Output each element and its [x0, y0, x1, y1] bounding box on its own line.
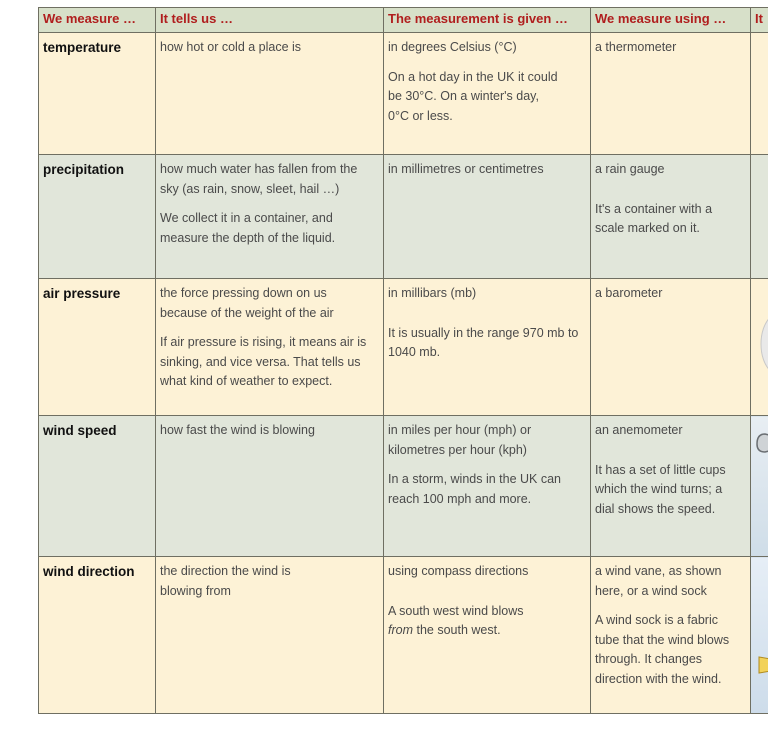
cell-text: If air pressure is rising, it means air is sinking, and vice versa. That tells us what kind of weather to expect.	[160, 335, 367, 388]
table-row-air-pressure	[39, 279, 768, 416]
cell-text: how fast the wind is blowing	[160, 423, 315, 437]
using-cell	[591, 155, 751, 279]
cell-text: We collect it in a container, and measure the depth of the liquid.	[160, 211, 336, 245]
table-row-precipitation	[39, 155, 768, 279]
cell-text: It has a set of little cups which the wind turns; a dial shows the speed.	[595, 462, 726, 516]
header-it-tells-us: It tells us …	[156, 8, 384, 33]
picture-cell	[751, 33, 768, 155]
picture-cell	[751, 416, 768, 557]
cell-text: a wind vane, as shown here, or a wind sock	[595, 564, 722, 598]
measure-cell: wind direction	[39, 557, 156, 714]
tells-cell	[156, 33, 384, 155]
weather-measurement-table	[38, 7, 768, 714]
tells-cell	[156, 155, 384, 279]
measure-cell: wind speed	[39, 416, 156, 557]
cell-text: In a storm, winds in the UK can reach 100 mph and more.	[388, 472, 561, 506]
given-cell	[384, 279, 591, 416]
cell-text: A wind sock is a fabric tube that the wind blows through. It changes direction with the wind.	[595, 613, 730, 686]
cell-text: in millibars (mb)	[388, 286, 477, 300]
using-cell	[591, 33, 751, 155]
header-we-measure-using: We measure using …	[591, 8, 751, 33]
cell-text	[388, 602, 578, 641]
cell-text: how hot or cold a place is	[160, 40, 302, 54]
given-cell	[384, 155, 591, 279]
anemometer-icon	[751, 424, 768, 464]
cell-text: a thermometer	[595, 40, 677, 54]
cell-text: how much water has fallen from the sky (as rain, snow, sleet, hail …)	[160, 162, 358, 196]
table-row-wind-speed	[39, 416, 768, 557]
header-we-measure: We measure …	[39, 8, 156, 33]
measure-cell: air pressure	[39, 279, 156, 416]
given-cell	[384, 416, 591, 557]
picture-cell	[751, 155, 768, 279]
using-cell	[591, 557, 751, 714]
cell-text-part: A south west wind blows	[388, 603, 524, 618]
using-cell	[591, 416, 751, 557]
cell-text: using compass directions	[388, 564, 529, 578]
cell-text: It's a container with a scale marked on it.	[595, 201, 713, 235]
barometer-icon	[751, 309, 768, 379]
measure-cell: temperature	[39, 33, 156, 155]
cell-text-emphasis: from	[388, 623, 413, 637]
table-row-temperature	[39, 33, 768, 155]
cell-text-part: the south west.	[416, 623, 501, 637]
table-row-wind-direction	[39, 557, 768, 714]
tells-cell	[156, 557, 384, 714]
picture-cell	[751, 557, 768, 714]
cell-text: the force pressing down on us because of the weight of the air	[160, 286, 334, 320]
given-cell	[384, 33, 591, 155]
using-cell	[591, 279, 751, 416]
cell-text: On a hot day in the UK it could be 30°C. On a winter's day, 0°C or less.	[388, 69, 558, 123]
cell-text: in miles per hour (mph) or kilometres per hour (kph)	[388, 423, 532, 457]
wind-vane-icon	[755, 653, 768, 677]
cell-text: in millimetres or centimetres	[388, 162, 544, 176]
header-cut-off: It	[751, 8, 768, 33]
tells-cell	[156, 416, 384, 557]
cell-text: an anemometer	[595, 423, 683, 437]
cell-text: the direction the wind is blowing from	[160, 564, 291, 598]
cell-text: a barometer	[595, 286, 663, 300]
header-measurement-given: The measurement is given …	[384, 8, 591, 33]
header-row	[39, 8, 768, 33]
cell-text: a rain gauge	[595, 162, 665, 176]
measure-cell: precipitation	[39, 155, 156, 279]
picture-cell	[751, 279, 768, 416]
given-cell	[384, 557, 591, 714]
cell-text: in degrees Celsius (°C)	[388, 40, 517, 54]
cell-text: It is usually in the range 970 mb to 1040 mb.	[388, 325, 579, 359]
tells-cell	[156, 279, 384, 416]
